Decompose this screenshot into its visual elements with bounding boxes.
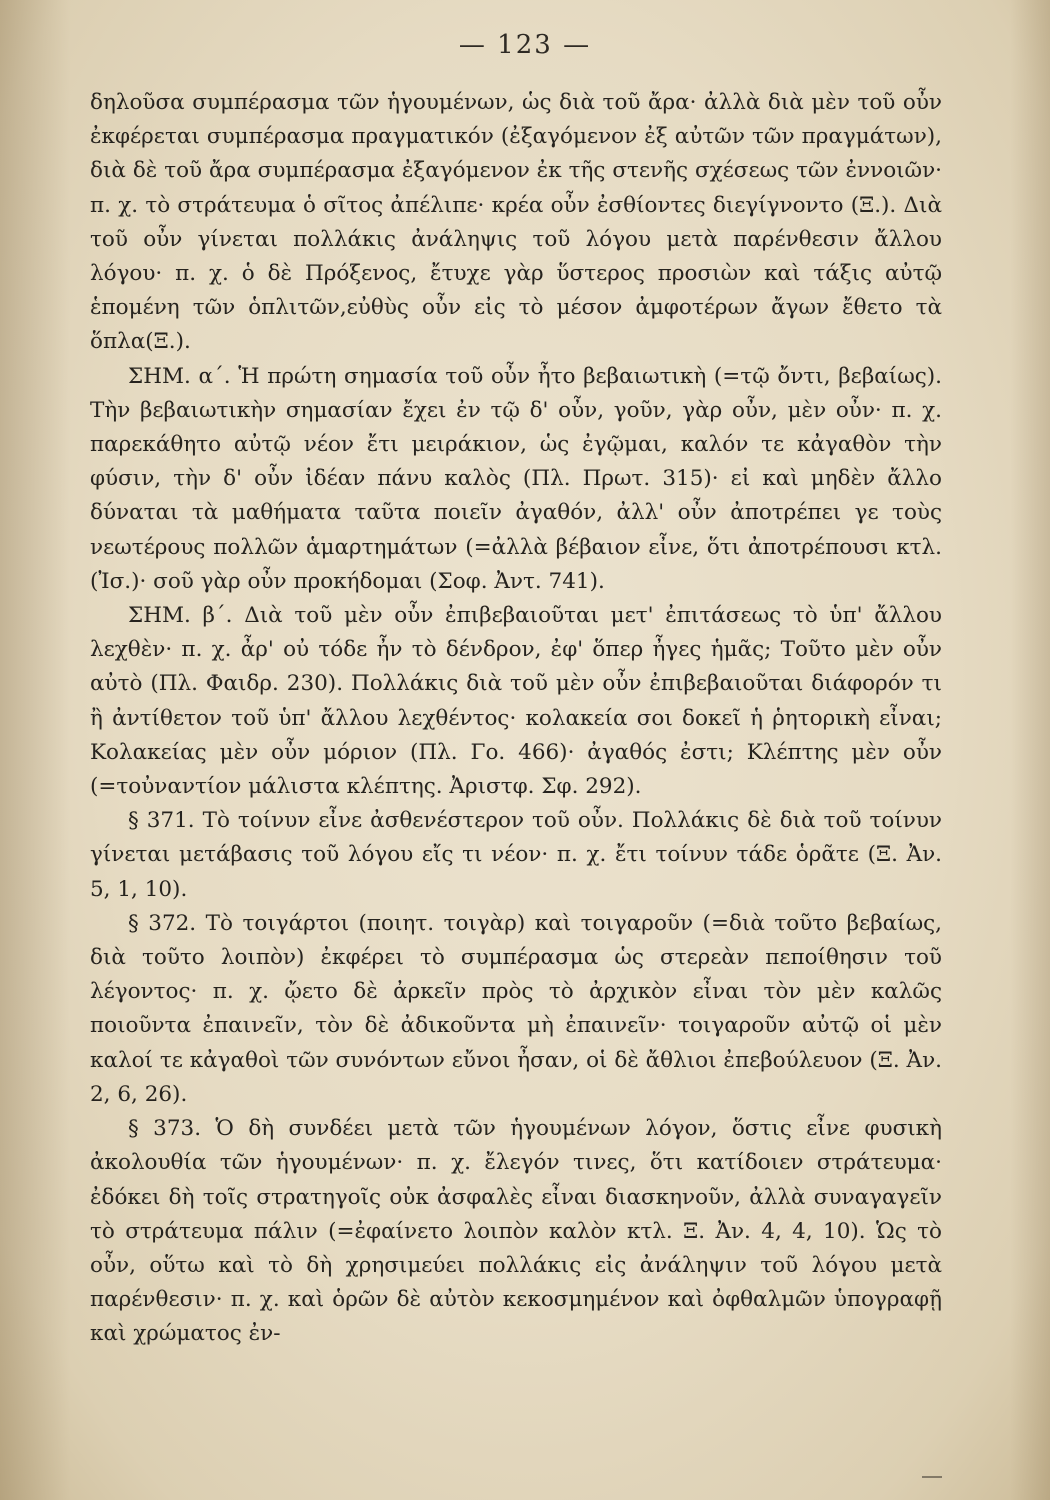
paragraph-note-alpha: ΣΗΜ. α΄. Ἡ πρώτη σημασία τοῦ οὖν ἦτο βεβαιωτικὴ (=τῷ ὄντι, βεβαίως). Τὴν βεβαιωτικὴν σημασίαν ἔχει ἐν τῷ δ' οὖν, γοῦν, γὰρ οὖν, μὲν οὖν· π. χ. παρεκάθητο αὐτῷ νέον ἔτι μειράκιον, ὡς ἐγῷμαι, καλόν τε κἀγαθὸν τὴν φύσιν, τὴν δ' οὖν ἰδέαν πάνυ καλὸς (Πλ. Πρωτ. 315)· εἰ καὶ μηδὲν ἄλλο δύναται τὰ μαθήματα ταῦτα ποιεῖν ἀγαθόν, ἀλλ' οὖν ἀποτρέπει γε τοὺς νεωτέρους πολλῶν ἁμαρτημάτων (=ἀλλὰ βέβαιον εἶνε, ὅτι ἀποτρέπουσι κτλ. (Ἰσ.)· σοῦ γὰρ οὖν προκήδομαι (Σοφ. Ἀντ. 741). (90, 363, 942, 594)
paragraph-section-372: § 372. Τὸ τοιγάρτοι (ποιητ. τοιγὰρ) καὶ τοιγαροῦν (=διὰ τοῦτο βεβαίως, διὰ τοῦτο λοιπὸν) ἐκφέρει τὸ συμπέρασμα ὡς στερεὰν πεποίθησιν τοῦ λέγοντος· π. χ. ᾤετο δὲ ἀρκεῖν πρὸς τὸ ἀρχικὸν εἶναι τὸν μὲν καλῶς ποιοῦντα ἐπαινεῖν, τὸν δὲ ἀδικοῦντα μὴ ἐπαινεῖν· τοιγαροῦν αὐτῷ οἱ μὲν καλοί τε κἀγαθοὶ τῶν συνόντων εὔνοι ἦσαν, οἱ δὲ ἄθλιοι ἐπεβούλευον (Ξ. Ἀν. 2, 6, 26). (90, 910, 942, 1107)
page-body (90, 86, 942, 1352)
paragraph-section-371: § 371. Τὸ τοίνυν εἶνε ἀσθενέστερον τοῦ οὖν. Πολλάκις δὲ διὰ τοῦ τοίνυν γίνεται μετάβασις τοῦ λόγου εἴς τι νέον· π. χ. ἔτι τοίνυν τάδε ὁρᾶτε (Ξ. Ἀν. 5, 1, 10). (90, 808, 942, 902)
paragraph-note-beta: ΣΗΜ. β΄. Διὰ τοῦ μὲν οὖν ἐπιβεβαιοῦται μετ' ἐπιτάσεως τὸ ὑπ' ἄλλου λεχθὲν· π. χ. ἆρ' οὐ τόδε ἦν τὸ δένδρον, ἐφ' ὅπερ ἦγες ἡμᾶς; Τοῦτο μὲν οὖν αὐτὸ (Πλ. Φαιδρ. 230). Πολλάκις διὰ τοῦ μὲν οὖν ἐπιβεβαιοῦται διάφορόν τι ἢ ἀντίθετον τοῦ ὑπ' ἄλλου λεχθέντος· κολακεία σοι δοκεῖ ἡ ῥητορικὴ εἶναι; Κολακείας μὲν οὖν μόριον (Πλ. Γο. 466)· ἀγαθός ἐστι; Κλέπτης μὲν οὖν (=τοὐναντίον μάλιστα κλέπτης. Ἀριστφ. Σφ. 292). (90, 603, 942, 800)
page-number: — 123 — (458, 30, 592, 60)
page-edge-mark (922, 1476, 942, 1478)
paragraph-section-373: § 373. Ὁ δὴ συνδέει μετὰ τῶν ἡγουμένων λόγον, ὅστις εἶνε φυσικὴ ἀκολουθία τῶν ἡγουμένων· π. χ. ἔλεγόν τινες, ὅτι κατίδοιεν στράτευμα· ἐδόκει δὴ τοῖς στρατηγοῖς οὐκ ἀσφαλὲς εἶναι διασκηνοῦν, ἀλλὰ συναγαγεῖν τὸ στράτευμα πάλιν (=ἐφαίνετο λοιπὸν καλὸν κτλ. Ξ. Ἀν. 4, 4, 10). Ὡς τὸ οὖν, οὕτω καὶ τὸ δὴ χρησιμεύει πολλάκις εἰς ἀνάληψιν τοῦ λόγου μετὰ παρένθεσιν· π. χ. καὶ ὁρῶν δὲ αὐτὸν κεκοσμημένον καὶ ὀφθαλμῶν ὑπογραφῇ καὶ χρώματος ἐν- (90, 1116, 942, 1347)
paragraph-sympérasma: δηλοῦσα συμπέρασμα τῶν ἡγουμένων, ὡς διὰ τοῦ ἄρα· ἀλλὰ διὰ μὲν τοῦ οὖν ἐκφέρεται συμπέρασμα πραγματικόν (ἐξαγόμενον ἐξ αὐτῶν τῶν πραγμάτων), διὰ δὲ τοῦ ἄρα συμπέρασμα ἐξαγόμενον ἐκ τῆς στενῆς σχέσεως τῶν ἐννοιῶν· π. χ. τὸ στράτευμα ὁ σῖτος ἀπέλιπε· κρέα οὖν ἐσθίοντες διεγίγνοντο (Ξ.). Διὰ τοῦ οὖν γίνεται πολλάκις ἀνάληψις τοῦ λόγου μετὰ παρένθεσιν ἄλλου λόγου· π. χ. ὁ δὲ Πρόξενος, ἔτυχε γὰρ ὕστερος προσιὼν καὶ τάξις αὐτῷ ἑπομένη τῶν ὁπλιτῶν,εὐθὺς οὖν εἰς τὸ μέσον ἀμφοτέρων ἄγων ἔθετο τὰ ὅπλα(Ξ.). (90, 90, 942, 355)
